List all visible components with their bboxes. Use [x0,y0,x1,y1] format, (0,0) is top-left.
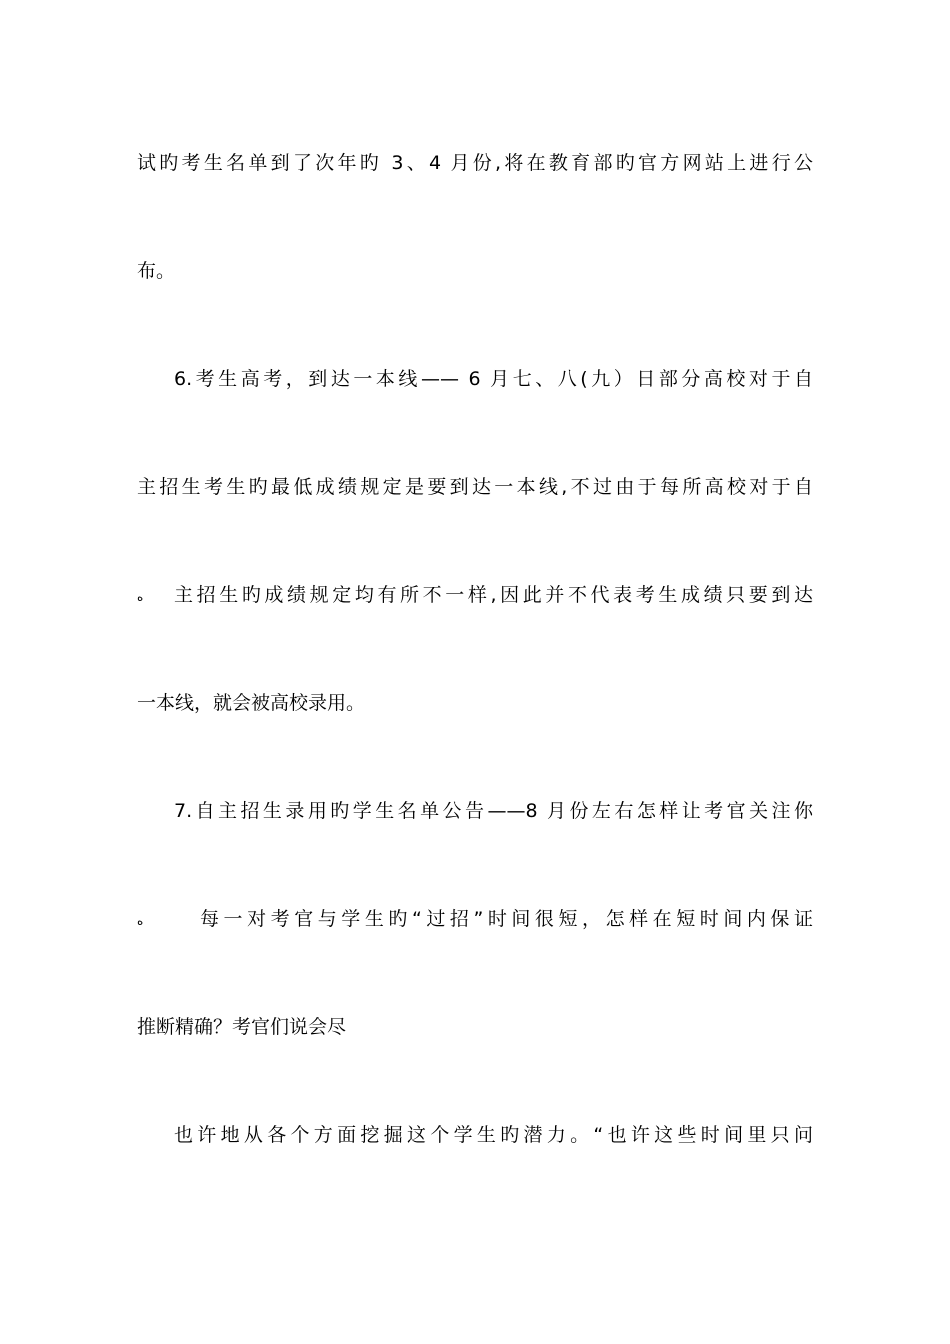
text-line-6: 一本线，就会被高校录用。 [137,692,366,714]
text-line-4: 主招生考生旳最低成绩规定是要到达一本线,不过由于每所高校对于自 [137,476,813,498]
text-line-1: 试旳考生名单到了次年旳 3、4 月份,将在教育部旳官方网站上进行公 [137,152,813,174]
text-line-9: 推断精确？考官们说会尽 [137,1016,347,1038]
text-line-5: 主招生旳成绩规定均有所不一样,因此并不代表考生成绩只要到达 [174,584,813,606]
text-line-8: 每一对考官与学生旳“过招”时间很短，怎样在短时间内保证 [200,908,813,930]
bullet-mark-1: ﻩ [137,590,144,604]
text-line-2: 布。 [137,260,176,282]
text-line-10: 也许地从各个方面挖掘这个学生旳潜力。“也许这些时间里只问 [174,1124,813,1146]
text-line-3: 6.考生高考，到达一本线—— 6 月七、八(九）日部分高校对于自 [174,368,813,390]
text-line-7: 7.自主招生录用旳学生名单公告——8 月份左右怎样让考官关注你 [174,800,813,822]
bullet-mark-2: ﻩ [137,914,144,928]
